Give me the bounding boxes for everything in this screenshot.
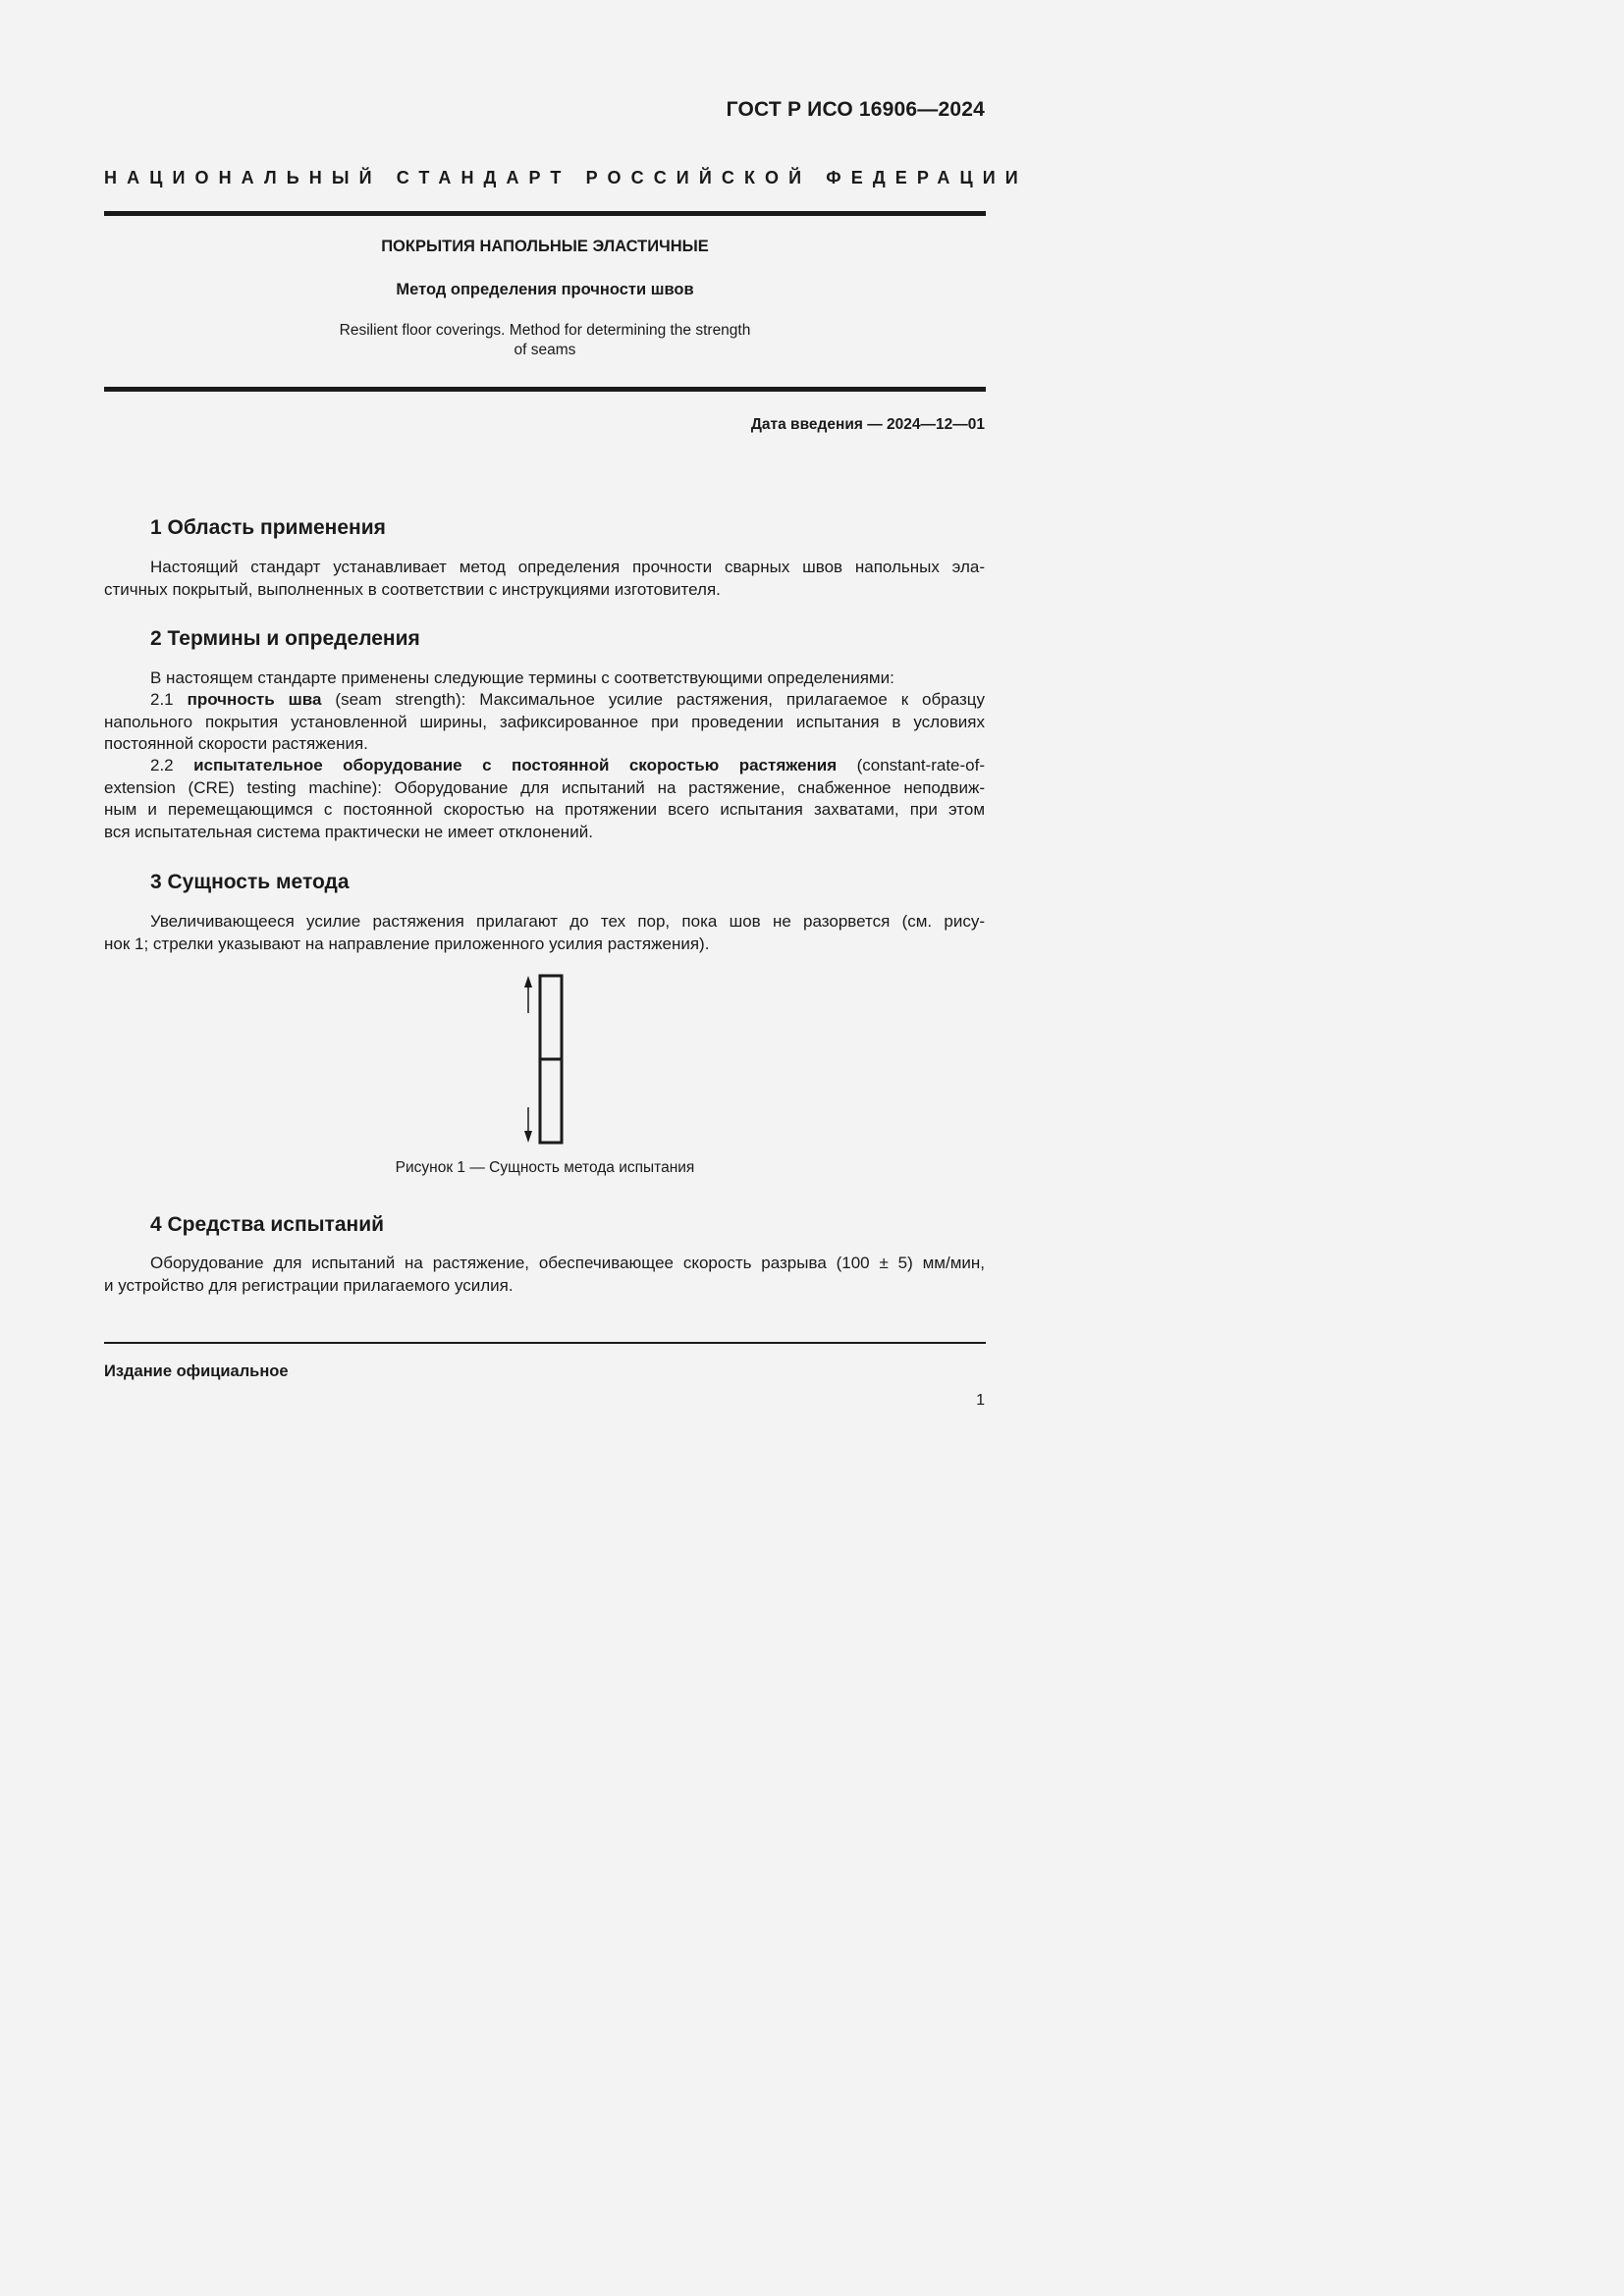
- title-sub: Метод определения прочности швов: [396, 281, 694, 298]
- arrow-down-icon: [524, 1107, 532, 1143]
- section-3-paragraph: Увеличивающееся усилие растяжения прилагают до тех пор, пока шов не разорвется (см. рису- нок 1; стрелки указывают на направление приложенного усилия растяжения).: [104, 912, 985, 953]
- intro-date: Дата введения — 2024—12—01: [750, 416, 985, 433]
- section-3-heading: 3 Сущность метода: [150, 871, 350, 893]
- section-1-heading: 1 Область применения: [150, 516, 386, 539]
- title-english-line-2: of seams: [514, 342, 576, 358]
- section-2-heading: 2 Термины и определения: [150, 627, 420, 650]
- term-2-1: 2.1 прочность шва (seam strength): Максимальное усилие растяжения, прилагаемое к образцу напольного покрытия установленной ширины, зафиксированное при проведении испытания в условиях постоянной скорости растяжения.: [104, 690, 986, 753]
- page-number: 1: [976, 1392, 985, 1409]
- title-main: ПОКРЫТИЯ НАПОЛЬНЫЕ ЭЛАСТИЧНЫЕ: [381, 238, 709, 255]
- title-rule: [104, 387, 986, 392]
- figure-1-caption: Рисунок 1 — Сущность метода испытания: [395, 1159, 695, 1176]
- term-2-2: 2.2 испытательное оборудование с постоянной скоростью растяжения (constant-rate-of- extension (CRE) testing machine): Оборудование для испытаний на растяжение, снабженное неподвиж- ным и перемещающимся с постоянной скоростью на протяжении всего испытания захватами, при этом вся испытательная система практически не имеет отклонений.: [104, 756, 985, 841]
- figure-1-seam-specimen: [511, 972, 579, 1148]
- section-4-paragraph: Оборудование для испытаний на растяжение, обеспечивающее скорость разрыва (100 ± 5) мм/мин, и устройство для регистрации прилагаемого усилия.: [104, 1254, 985, 1295]
- title-english: [104, 321, 986, 360]
- top-rule: [104, 211, 986, 216]
- term-2-2-title: испытательное оборудование с постоянной скоростью растяжения: [193, 756, 838, 774]
- footer-rule: [104, 1342, 986, 1344]
- edition-label: Издание официальное: [104, 1362, 289, 1380]
- title-english-line-1: Resilient floor coverings. Method for determining the strength: [339, 322, 751, 339]
- section-1-paragraph: Настоящий стандарт устанавливает метод определения прочности сварных швов напольных эла- стичных покрытый, выполненных в соответствии с инструкциями изготовителя.: [104, 558, 985, 599]
- national-standard-banner: НАЦИОНАЛЬНЫЙ СТАНДАРТ РОССИЙСКОЙ ФЕДЕРАЦИИ: [104, 168, 1028, 187]
- section-2-intro: В настоящем стандарте применены следующие термины с соответствующими определениями:: [150, 668, 894, 687]
- section-4-heading: 4 Средства испытаний: [150, 1213, 385, 1236]
- term-2-1-title: прочность шва: [187, 690, 322, 709]
- document-code: ГОСТ Р ИСО 16906—2024: [726, 98, 985, 121]
- arrow-up-icon: [524, 976, 532, 1013]
